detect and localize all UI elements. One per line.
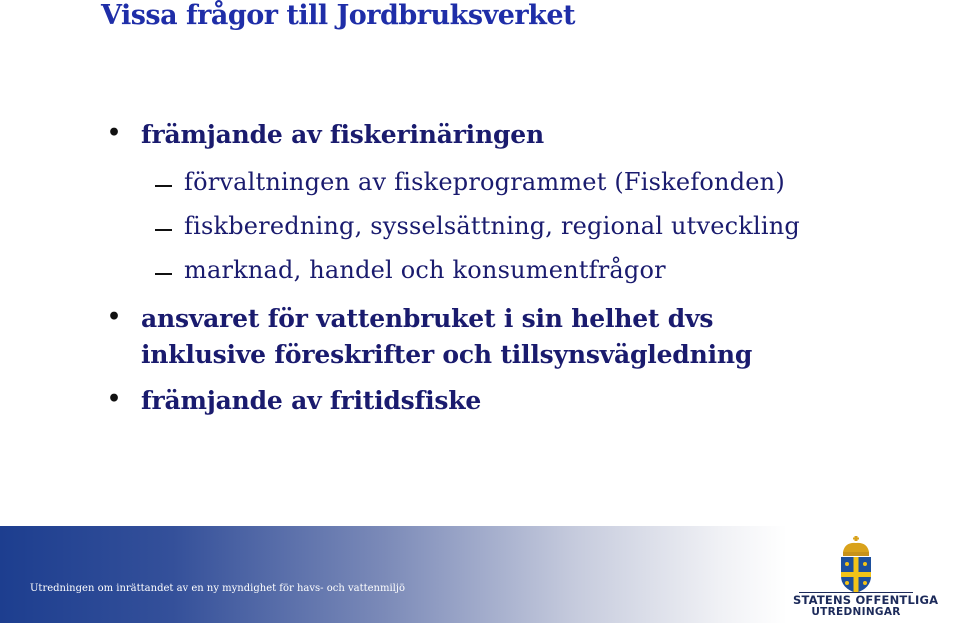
dash-icon	[155, 273, 172, 275]
bullet-continuation	[141, 340, 752, 369]
sub-bullet-text: förvaltningen av fiskeprogrammet (Fiskefonden)	[184, 168, 785, 196]
bullet-text: främjande av fritidsfiske	[141, 386, 482, 415]
sub-bullet-item	[184, 256, 666, 284]
bullet-item	[107, 120, 544, 149]
footer-band	[0, 526, 960, 623]
bullet-text: främjande av fiskerinäringen	[141, 120, 544, 149]
bullet-icon: •	[107, 304, 121, 330]
bullet-item	[107, 386, 482, 415]
bullet-continuation-text: inklusive föreskrifter och tillsynsvägledning	[141, 340, 753, 369]
dash-icon	[155, 229, 172, 231]
dash-icon	[155, 185, 172, 187]
crown-icon	[837, 536, 875, 594]
sub-bullet-text: fiskberedning, sysselsättning, regional utveckling	[184, 212, 800, 240]
bullet-text: ansvaret för vattenbruket i sin helhet dvs	[141, 304, 714, 333]
bullet-icon: •	[107, 386, 121, 412]
sub-bullet-item	[184, 168, 785, 196]
slide-title: Vissa frågor till Jordbruksverket	[101, 0, 575, 31]
sou-logo	[793, 536, 939, 618]
bullet-item	[107, 304, 714, 333]
logo-text-line2: UTREDNINGAR	[811, 606, 901, 618]
bullet-icon: •	[107, 120, 121, 146]
sub-bullet-text: marknad, handel och konsumentfrågor	[184, 256, 666, 284]
footer-text: Utredningen om inrättandet av en ny myndighet för havs- och vattenmiljö	[30, 583, 405, 594]
sub-bullet-item	[184, 212, 800, 240]
logo-text-line1: STATENS OFFENTLIGA	[793, 593, 939, 607]
